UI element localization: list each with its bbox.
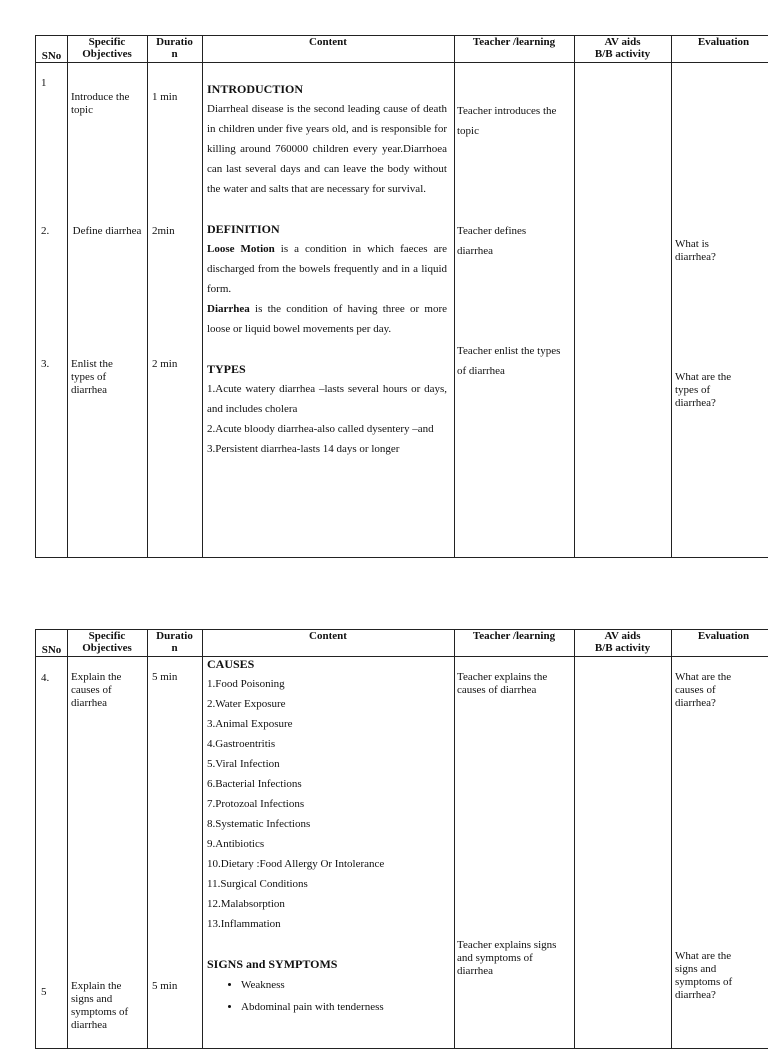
content-cell-2 <box>207 654 447 1018</box>
lesson-plan-table-2 <box>35 629 768 1049</box>
symptoms-list <box>207 974 447 1018</box>
header-objectives: Specific Objectives <box>82 36 132 60</box>
header-av-aids: AV aids B/B activity <box>594 630 651 654</box>
row-5-duration: 5 min <box>152 980 178 992</box>
row-4-duration: 5 min <box>152 671 178 683</box>
causes-heading: CAUSES <box>207 657 255 671</box>
cause-item: 4.Gastroentritis <box>207 738 276 750</box>
row-1-sno: 1 <box>41 77 47 89</box>
symptom-item: • Weakness <box>241 974 447 996</box>
loose-motion-definition: Loose Motion is a condition in which faeces are discharged from the bowels frequently and in a liquid form. <box>207 243 447 295</box>
row-2-teacher: Teacher defines diarrhea <box>457 225 527 257</box>
diarrhea-definition: Diarrhea is the condition of having three or more loose or liquid bowel movements per day. <box>207 303 447 335</box>
row-3-objective: Enlist the types of diarrhea <box>71 358 113 396</box>
header-divider <box>36 62 768 63</box>
cause-item: 3.Animal Exposure <box>207 718 293 730</box>
header-content: Content <box>309 630 347 642</box>
header-evaluation: Evaluation <box>697 36 750 48</box>
row-1-objective: Introduce the topic <box>71 91 130 116</box>
header-evaluation: Evaluation <box>697 630 750 642</box>
cause-item: 8.Systematic Infections <box>207 818 311 830</box>
header-duration: Duratio n <box>156 36 193 60</box>
introduction-text: Diarrheal disease is the second leading cause of death in children under five years old, and is responsible for killing around 760000 children every year.Diarrhoea can last several days and can leave the body without the water and salts that are necessary for survival. <box>207 103 447 195</box>
introduction-heading: INTRODUCTION <box>207 82 304 96</box>
header-sno: SNo <box>41 644 62 656</box>
row-1-teacher: Teacher introduces the topic <box>457 105 557 137</box>
row-5-objective: Explain the signs and symptoms of diarrhea <box>71 980 129 1031</box>
definition-heading: DEFINITION <box>207 222 280 236</box>
row-5-sno: 5 <box>41 986 47 998</box>
row-3-teacher: Teacher enlist the types of diarrhea <box>457 345 561 377</box>
row-4-sno: 4. <box>41 672 50 684</box>
cause-item: 12.Malabsorption <box>207 898 285 910</box>
header-teacher: Teacher /learning <box>472 630 556 642</box>
cause-item: 1.Food Poisoning <box>207 678 285 690</box>
cause-item: 6.Bacterial Infections <box>207 778 302 790</box>
type-item: 2.Acute bloody diarrhea-also called dysentery –and <box>207 423 434 435</box>
header-duration: Duratio n <box>156 630 193 654</box>
lesson-plan-table-1 <box>35 35 768 558</box>
header-sno: SNo <box>41 50 62 62</box>
row-2-evaluation: What is diarrhea? <box>675 238 716 263</box>
header-av-aids: AV aids B/B activity <box>594 36 651 60</box>
row-3-sno: 3. <box>41 358 50 370</box>
row-3-duration: 2 min <box>152 358 178 370</box>
type-item: 3.Persistent diarrhea-lasts 14 days or longer <box>207 443 400 455</box>
row-2-objective: Define diarrhea <box>72 225 142 237</box>
row-3-evaluation: What are the types of diarrhea? <box>675 371 732 409</box>
cause-item: 11.Surgical Conditions <box>207 878 308 890</box>
row-4-objective: Explain the causes of diarrhea <box>71 671 122 709</box>
symptom-item: • Abdominal pain with tenderness <box>241 996 447 1018</box>
row-4-teacher: Teacher explains the causes of diarrhea <box>457 671 548 696</box>
row-5-teacher: Teacher explains signs and symptoms of diarrhea <box>457 939 557 977</box>
row-1-duration: 1 min <box>152 91 178 103</box>
cause-item: 5.Viral Infection <box>207 758 280 770</box>
row-2-sno: 2. <box>41 225 50 237</box>
row-2-duration: 2min <box>152 225 175 237</box>
header-teacher: Teacher /learning <box>472 36 556 48</box>
header-objectives: Specific Objectives <box>82 630 132 654</box>
row-5-evaluation: What are the signs and symptoms of diarrhea? <box>675 950 733 1001</box>
cause-item: 13.Inflammation <box>207 918 281 930</box>
cause-item: 9.Antibiotics <box>207 838 265 850</box>
cause-item: 10.Dietary :Food Allergy Or Intolerance <box>207 858 385 870</box>
types-heading: TYPES <box>207 362 246 376</box>
cause-item: 2.Water Exposure <box>207 698 286 710</box>
signs-symptoms-heading: SIGNS and SYMPTOMS <box>207 957 338 971</box>
type-item: 1.Acute watery diarrhea –lasts several hours or days, and includes cholera <box>207 383 447 415</box>
header-content: Content <box>309 36 347 48</box>
cause-item: 7.Protozoal Infections <box>207 798 305 810</box>
row-4-evaluation: What are the causes of diarrhea? <box>675 671 732 709</box>
content-cell-1 <box>207 79 447 459</box>
